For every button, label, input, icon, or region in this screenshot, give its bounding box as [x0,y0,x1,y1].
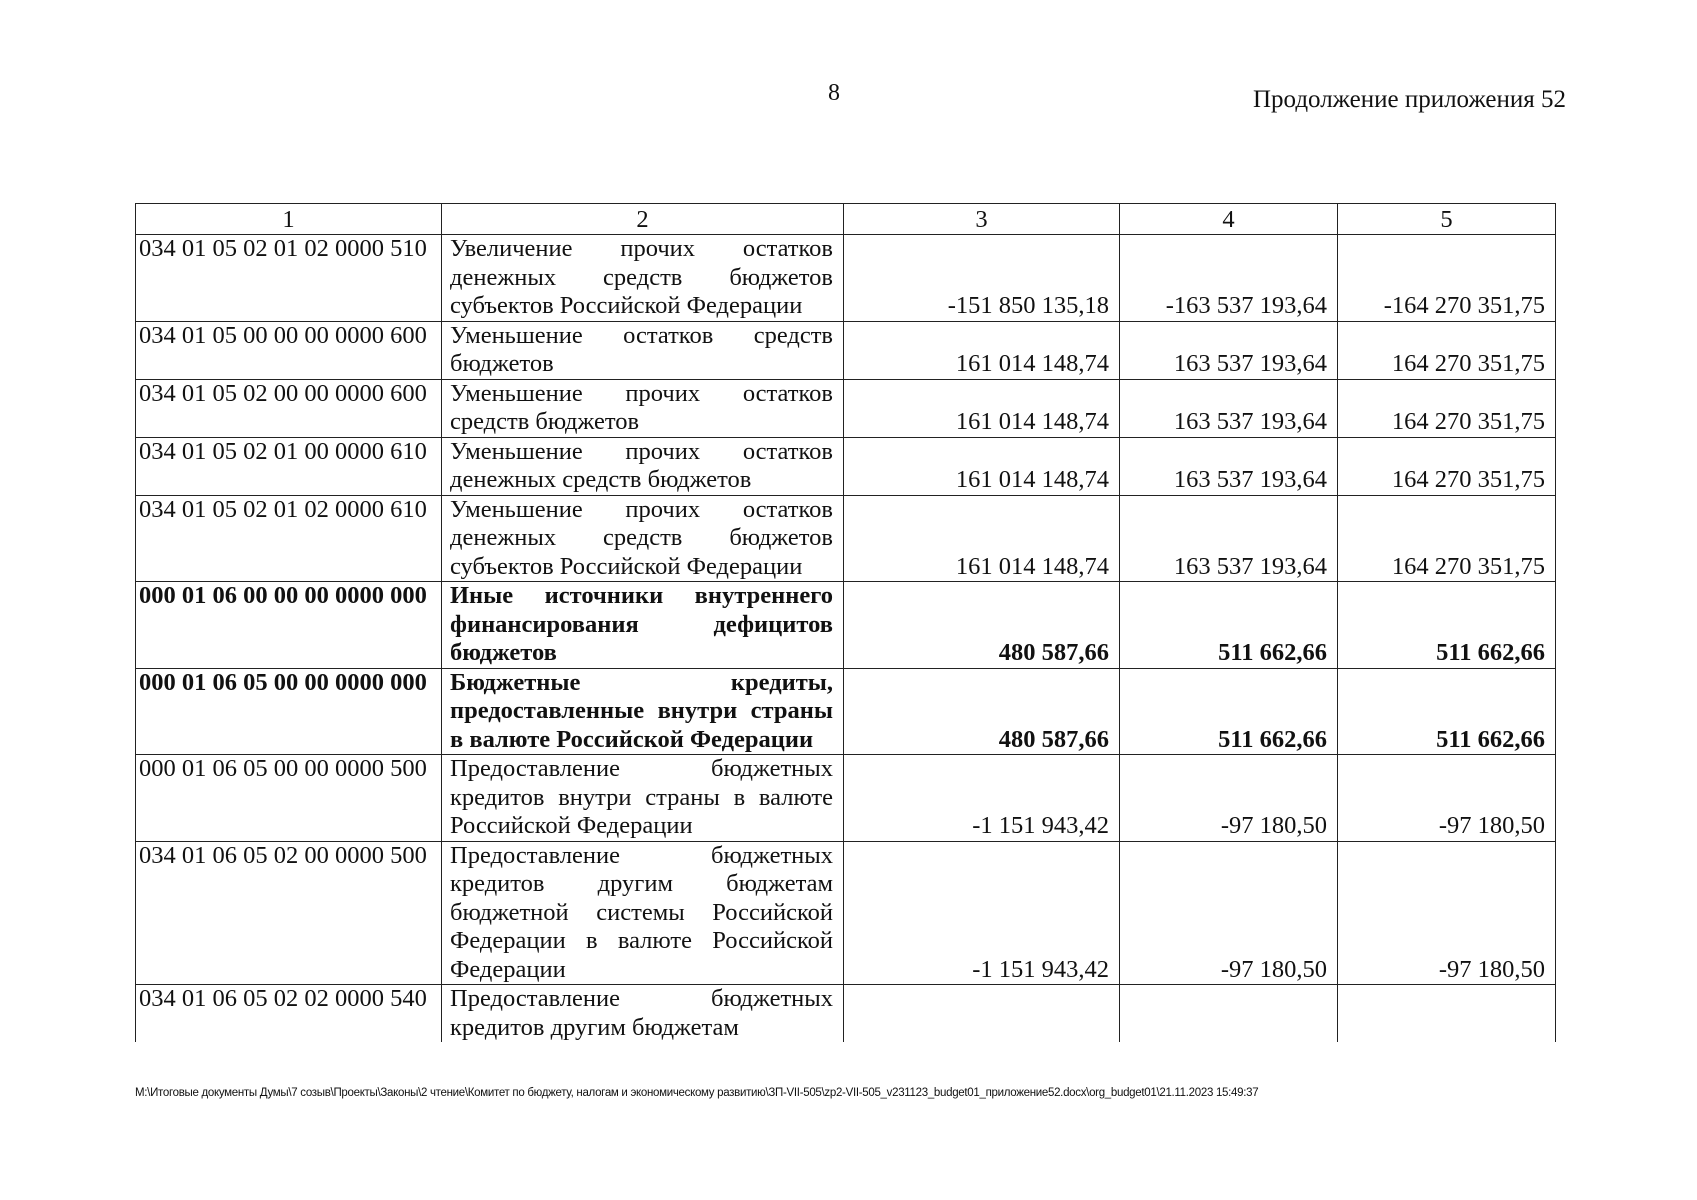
table-row [136,495,1556,582]
amount-col4-cell: 163 537 193,64 [1120,437,1338,495]
appendix-continuation-caption: Продолжение приложения 52 [1252,86,1566,113]
amount-col3-cell: -151 850 135,18 [844,235,1120,322]
amount-col4-cell: 163 537 193,64 [1120,379,1338,437]
amount-col5-cell: 164 270 351,75 [1338,379,1556,437]
table-body [136,235,1556,1043]
table-row [136,582,1556,669]
budget-code-cell: 034 01 05 02 01 02 0000 510 [136,235,442,322]
description-cell: Предоставление бюджетных кредитов другим бюджетам [442,985,844,1043]
table-row [136,755,1556,842]
document-file-path: M:\Итоговые документы Думы\7 созыв\Проекты\Законы\2 чтение\Комитет по бюджету, налогам и экономическому развитию\ЗП-VII-505\zp2-VII-505_v231123_budget01_приложение52.docx\org_budget01\21.11.2023 15:49:37 [135,1087,1259,1099]
amount-col5-cell: -164 270 351,75 [1338,235,1556,322]
amount-col5-cell [1338,985,1556,1043]
budget-code-cell: 034 01 05 02 00 00 0000 600 [136,379,442,437]
amount-col3-cell: 480 587,66 [844,668,1120,755]
amount-col3-cell [844,985,1120,1043]
amount-col5-cell: 511 662,66 [1338,582,1556,669]
table-row [136,235,1556,322]
budget-code-cell: 034 01 06 05 02 02 0000 540 [136,985,442,1043]
description-cell: Уменьшение остатков средств бюджетов [442,321,844,379]
amount-col4-cell: 511 662,66 [1120,668,1338,755]
amount-col4-cell: 163 537 193,64 [1120,495,1338,582]
table-row [136,379,1556,437]
amount-col4-cell: 163 537 193,64 [1120,321,1338,379]
table-row [136,985,1556,1043]
amount-col5-cell: 164 270 351,75 [1338,437,1556,495]
amount-col5-cell: -97 180,50 [1338,841,1556,985]
column-header-1: 1 [136,204,442,235]
column-header-5: 5 [1338,204,1556,235]
description-cell: Уменьшение прочих остатков денежных средств бюджетов субъектов Российской Федерации [442,495,844,582]
amount-col4-cell [1120,985,1338,1043]
amount-col4-cell: -97 180,50 [1120,841,1338,985]
amount-col3-cell: -1 151 943,42 [844,841,1120,985]
column-header-2: 2 [442,204,844,235]
page-number: 8 [828,80,840,106]
budget-code-cell: 034 01 06 05 02 00 0000 500 [136,841,442,985]
budget-code-cell: 000 01 06 05 00 00 0000 000 [136,668,442,755]
table-row [136,437,1556,495]
amount-col3-cell: 480 587,66 [844,582,1120,669]
budget-code-cell: 000 01 06 00 00 00 0000 000 [136,582,442,669]
amount-col3-cell: -1 151 943,42 [844,755,1120,842]
amount-col3-cell: 161 014 148,74 [844,437,1120,495]
description-cell: Предоставление бюджетных кредитов другим бюджетам бюджетной системы Российской Федерации в валюте Российской Федерации [442,841,844,985]
amount-col3-cell: 161 014 148,74 [844,321,1120,379]
amount-col4-cell: 511 662,66 [1120,582,1338,669]
table-row [136,668,1556,755]
description-cell: Бюджетные кредиты, предоставленные внутри страны в валюте Российской Федерации [442,668,844,755]
amount-col5-cell: 511 662,66 [1338,668,1556,755]
description-cell: Увеличение прочих остатков денежных средств бюджетов субъектов Российской Федерации [442,235,844,322]
budget-code-cell: 034 01 05 00 00 00 0000 600 [136,321,442,379]
table-row [136,841,1556,985]
budget-code-cell: 034 01 05 02 01 00 0000 610 [136,437,442,495]
description-cell: Уменьшение прочих остатков средств бюджетов [442,379,844,437]
description-cell: Предоставление бюджетных кредитов внутри страны в валюте Российской Федерации [442,755,844,842]
budget-code-cell: 034 01 05 02 01 02 0000 610 [136,495,442,582]
budget-sources-table [135,203,1556,1042]
description-cell: Иные источники внутреннего финансирования дефицитов бюджетов [442,582,844,669]
amount-col5-cell: 164 270 351,75 [1338,321,1556,379]
amount-col3-cell: 161 014 148,74 [844,379,1120,437]
column-header-3: 3 [844,204,1120,235]
amount-col4-cell: -163 537 193,64 [1120,235,1338,322]
column-header-4: 4 [1120,204,1338,235]
amount-col4-cell: -97 180,50 [1120,755,1338,842]
amount-col5-cell: -97 180,50 [1338,755,1556,842]
amount-col3-cell: 161 014 148,74 [844,495,1120,582]
budget-code-cell: 000 01 06 05 00 00 0000 500 [136,755,442,842]
table-header-row [136,204,1556,235]
amount-col5-cell: 164 270 351,75 [1338,495,1556,582]
table-row [136,321,1556,379]
description-cell: Уменьшение прочих остатков денежных средств бюджетов [442,437,844,495]
